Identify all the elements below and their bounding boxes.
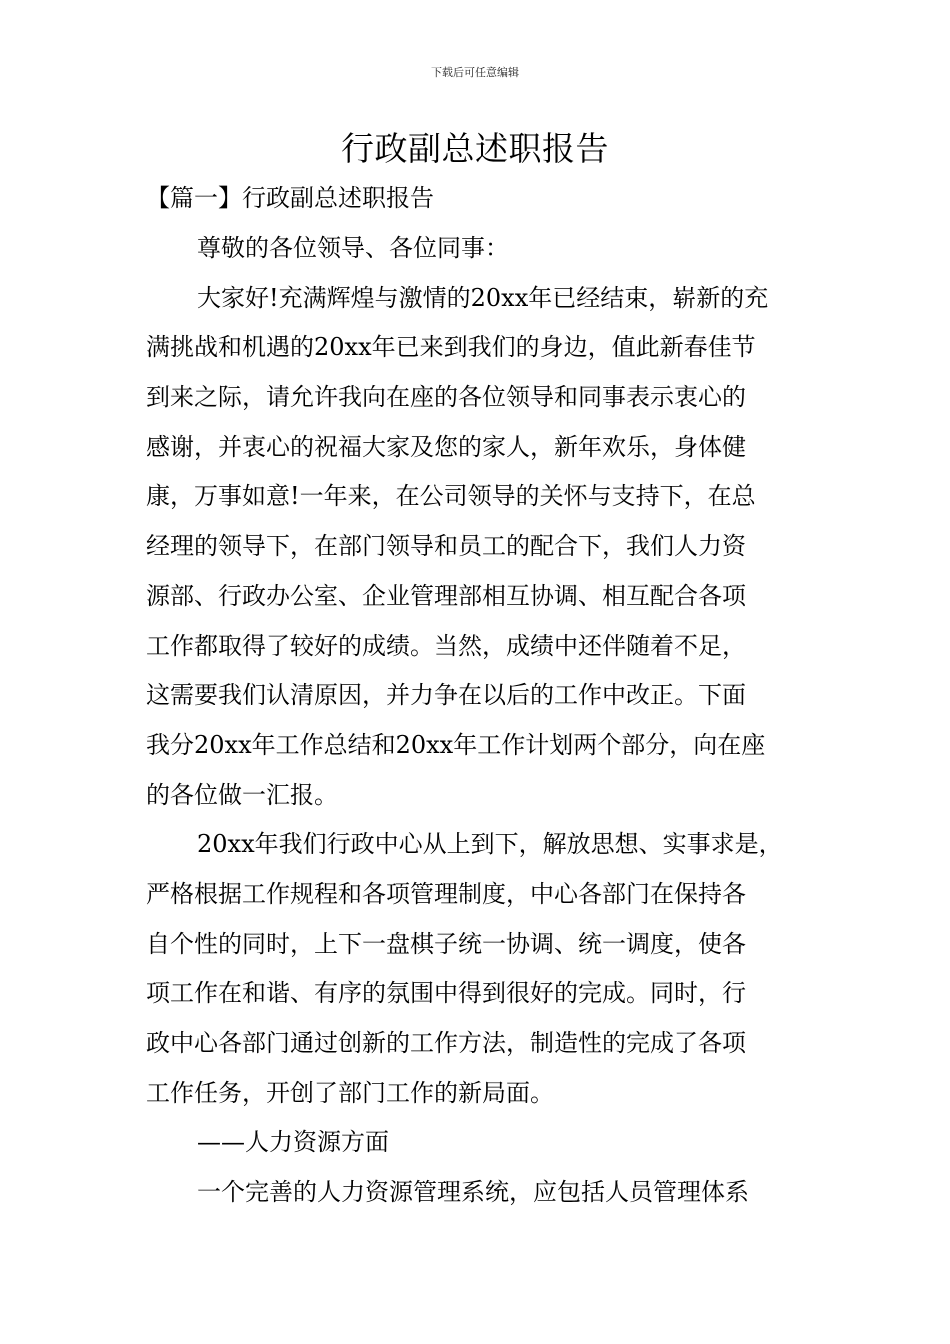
paragraph-line: 大家好!充满辉煌与激情的20xx年已经结束，崭新的充 (197, 283, 769, 312)
page-header-note: 下载后可任意编辑 (431, 66, 519, 79)
salutation-line: 尊敬的各位领导、各位同事： (197, 234, 509, 262)
paragraph-line: 20xx年我们行政中心从上到下，解放思想、实事求是， (197, 830, 783, 859)
document-title: 行政副总述职报告 (341, 129, 609, 168)
paragraph-line: 到来之际，请允许我向在座的各位领导和同事表示衷心的 (146, 383, 746, 412)
paragraph-line: 感谢，并衷心的祝福大家及您的家人，新年欢乐，身体健 (146, 432, 746, 461)
paragraph-line: 满挑战和机遇的20xx年已来到我们的身边，值此新春佳节 (146, 333, 756, 362)
paragraph-line: 经理的领导下，在部门领导和员工的配合下，我们人力资 (146, 532, 746, 561)
paragraph-line: 项工作在和谐、有序的氛围中得到很好的完成。同时，行 (146, 979, 746, 1008)
paragraph-line: 康，万事如意!一年来，在公司领导的关怀与支持下，在总 (146, 482, 756, 511)
paragraph-line: 自个性的同时，上下一盘棋子统一协调、统一调度，使各 (146, 929, 746, 958)
section-heading: 【篇一】行政副总述职报告 (146, 184, 434, 212)
paragraph-line: 源部、行政办公室、企业管理部相互协调、相互配合各项 (146, 581, 746, 610)
paragraph-line: 我分20xx年工作总结和20xx年工作计划两个部分，向在座 (146, 730, 766, 759)
paragraph-line: 严格根据工作规程和各项管理制度，中心各部门在保持各 (146, 879, 746, 908)
paragraph-line: 工作都取得了较好的成绩。当然，成绩中还伴随着不足， (146, 631, 746, 660)
subsection-heading: ——人力资源方面 (197, 1128, 389, 1157)
paragraph-line: 一个完善的人力资源管理系统，应包括人员管理体系 (197, 1178, 749, 1207)
paragraph-line: 这需要我们认清原因，并力争在以后的工作中改正。下面 (146, 681, 746, 710)
paragraph-line: 工作任务，开创了部门工作的新局面。 (146, 1078, 554, 1107)
paragraph-line: 政中心各部门通过创新的工作方法，制造性的完成了各项 (146, 1029, 746, 1057)
paragraph-line: 的各位做一汇报。 (146, 780, 338, 809)
document-body (146, 230, 810, 1224)
